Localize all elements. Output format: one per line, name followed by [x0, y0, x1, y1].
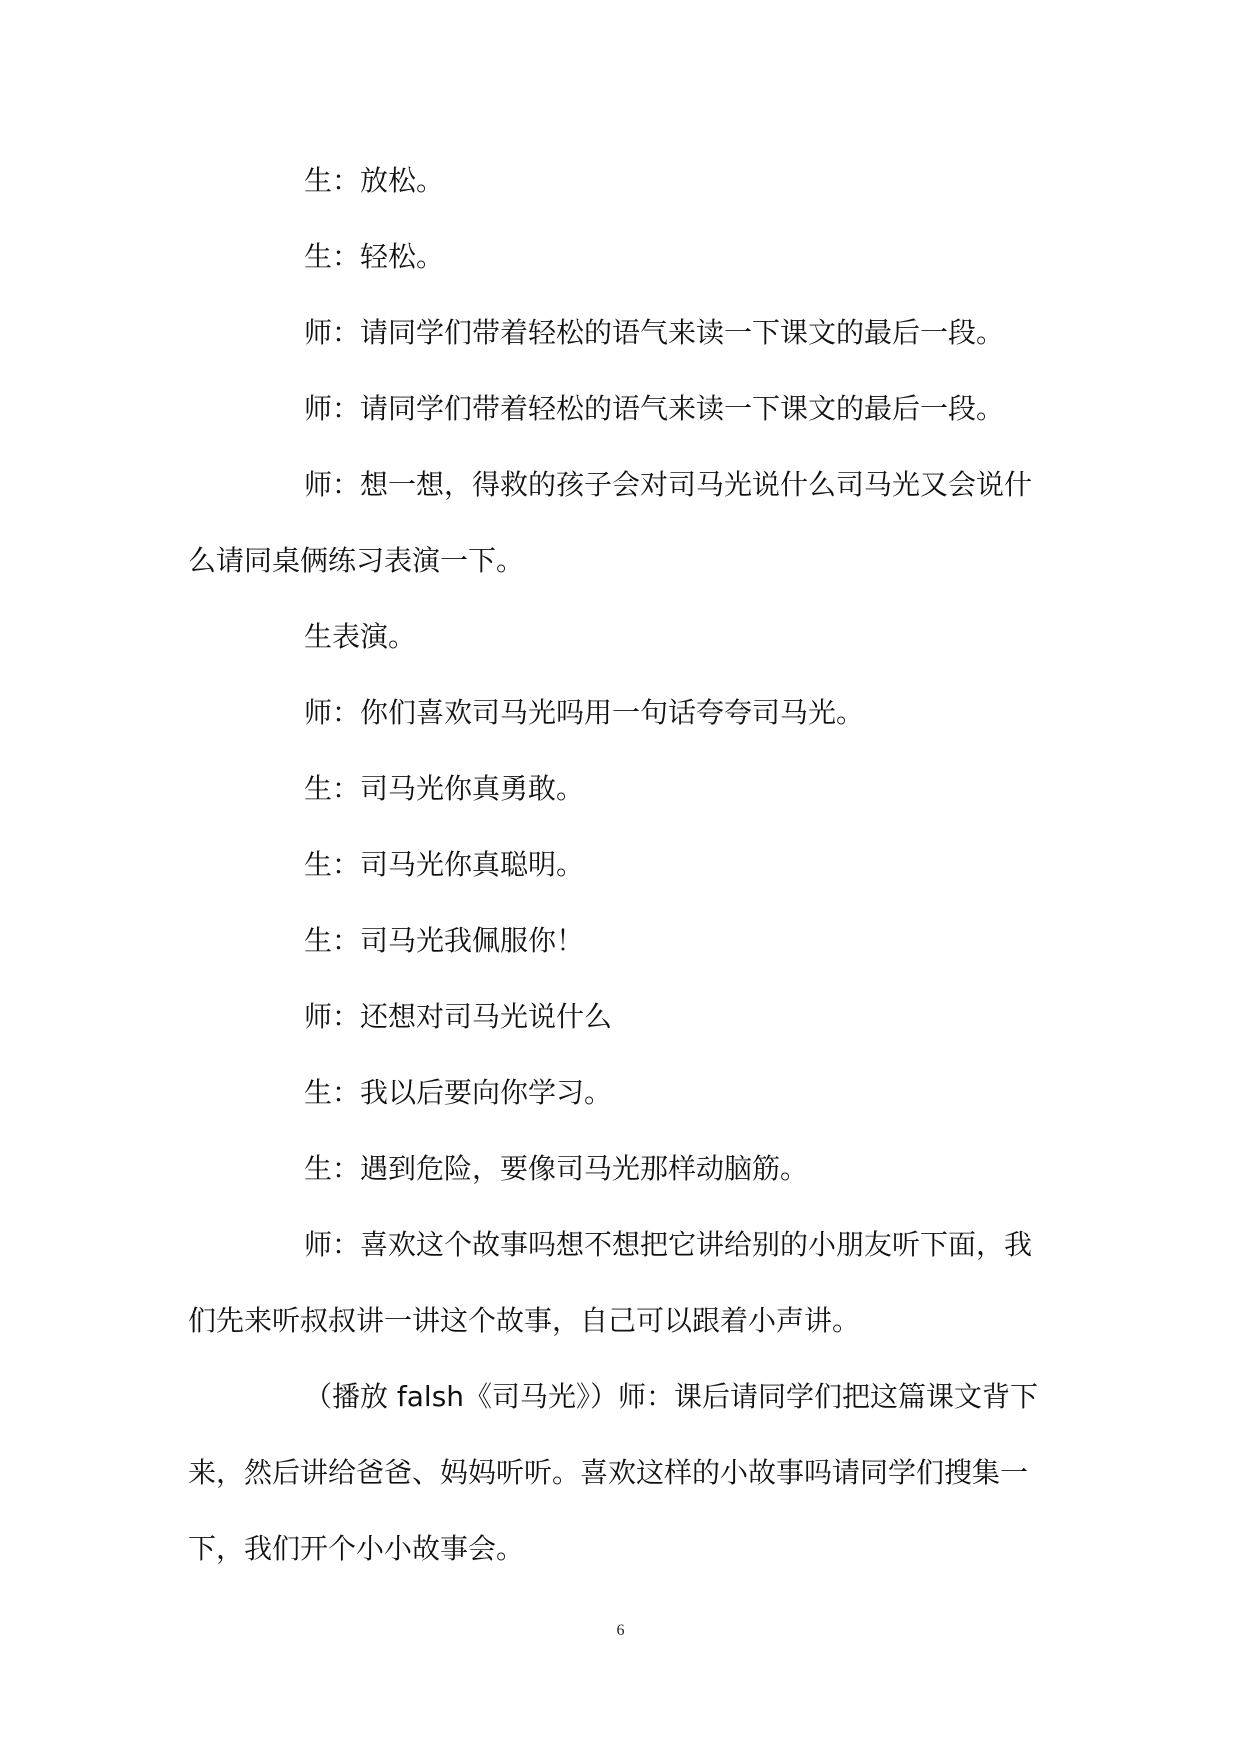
- paragraph-6: 生表演。: [304, 620, 417, 653]
- paragraph-3: 师：请同学们带着轻松的语气来读一下课文的最后一段。: [304, 316, 1005, 349]
- paragraph-14: 师：喜欢这个故事吗想不想把它讲给别的小朋友听下面，我们先来听叔叔讲一讲这个故事，自己可以跟着小声讲。: [188, 1228, 1033, 1337]
- paragraph-13: 生：遇到危险，要像司马光那样动脑筋。: [304, 1152, 809, 1185]
- paragraph-7: 师：你们喜欢司马光吗用一句话夸夸司马光。: [304, 696, 865, 729]
- paragraph-5: 师：想一想，得救的孩子会对司马光说什么司马光又会说什么请同桌俩练习表演一下。: [188, 468, 1033, 577]
- paragraph-10: 生：司马光我佩服你！: [304, 924, 585, 957]
- paragraph-4: 师：请同学们带着轻松的语气来读一下课文的最后一段。: [304, 392, 1005, 425]
- body-text: [188, 143, 1050, 1587]
- paragraph-11: 师：还想对司马光说什么: [304, 1000, 613, 1033]
- paragraph-12: 生：我以后要向你学习。: [304, 1076, 613, 1109]
- paragraph-9: 生：司马光你真聪明。: [304, 848, 585, 881]
- paragraph-1: 生：放松。: [304, 164, 445, 197]
- paragraph-2: 生：轻松。: [304, 240, 445, 273]
- paragraph-8: 生：司马光你真勇敢。: [304, 772, 585, 805]
- paragraph-15: （播放 falsh《司马光》）师：课后请同学们把这篇课文背下来，然后讲给爸爸、妈妈听听。喜欢这样的小故事吗请同学们搜集一下，我们开个小小故事会。: [188, 1380, 1039, 1565]
- page-number: 6: [616, 1622, 625, 1639]
